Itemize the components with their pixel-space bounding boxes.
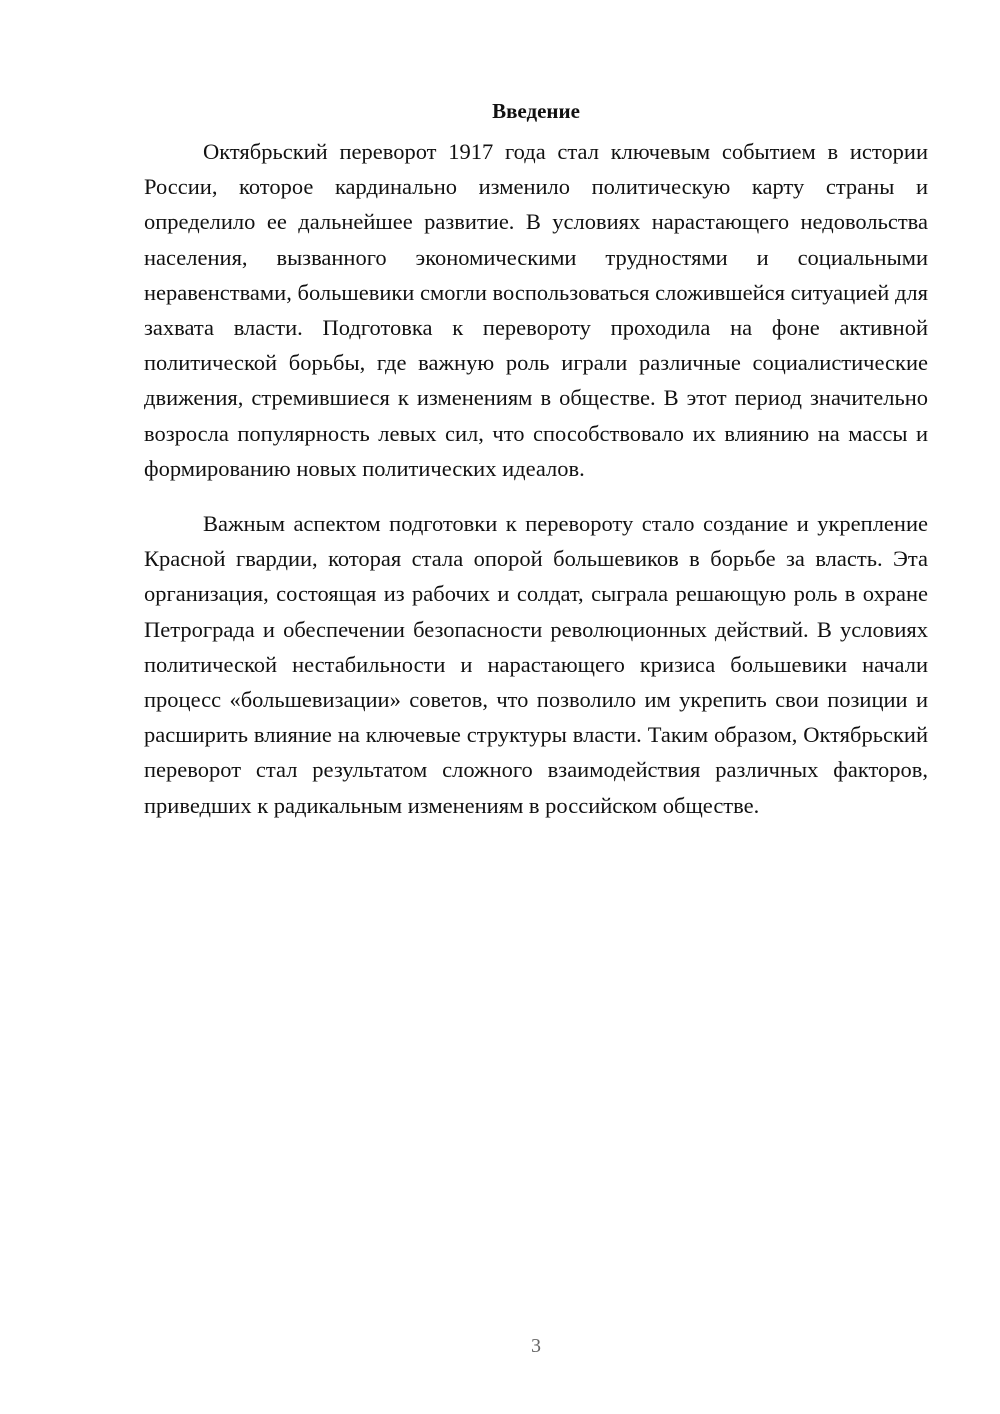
page-number: 3 xyxy=(531,1335,541,1357)
paragraph-1: Октябрьский переворот 1917 года стал ключевым событием в истории России, которое кардинально изменило политическую карту страны и определило ее дальнейшее развитие. В условиях нарастающего недовольства населения, вызванного экономическими трудностями и социальными неравенствами, большевики смогли воспользоваться сложившейся ситуацией для захвата власти. Подготовка к перевороту проходила на фоне активной политической борьбы, где важную роль играли различные социалистические движения, стремившиеся к изменениям в обществе. В этот период значительно возросла популярность левых сил, что способствовало их влиянию на массы и формированию новых политических идеалов. xyxy=(144,139,928,481)
page-content xyxy=(144,96,928,823)
paragraph-2: Важным аспектом подготовки к перевороту стало создание и укрепление Красной гвардии, которая стала опорой большевиков в борьбе за власть. Эта организация, состоящая из рабочих и солдат, сыграла решающую роль в охране Петрограда и обеспечении безопасности революционных действий. В условиях политической нестабильности и нарастающего кризиса большевики начали процесс «большевизации» советов, что позволило им укрепить свои позиции и расширить влияние на ключевые структуры власти. Таким образом, Октябрьский переворот стал результатом сложного взаимодействия различных факторов, приведших к радикальным изменениям в российском обществе. xyxy=(144,511,928,818)
section-heading: Введение xyxy=(492,99,580,123)
